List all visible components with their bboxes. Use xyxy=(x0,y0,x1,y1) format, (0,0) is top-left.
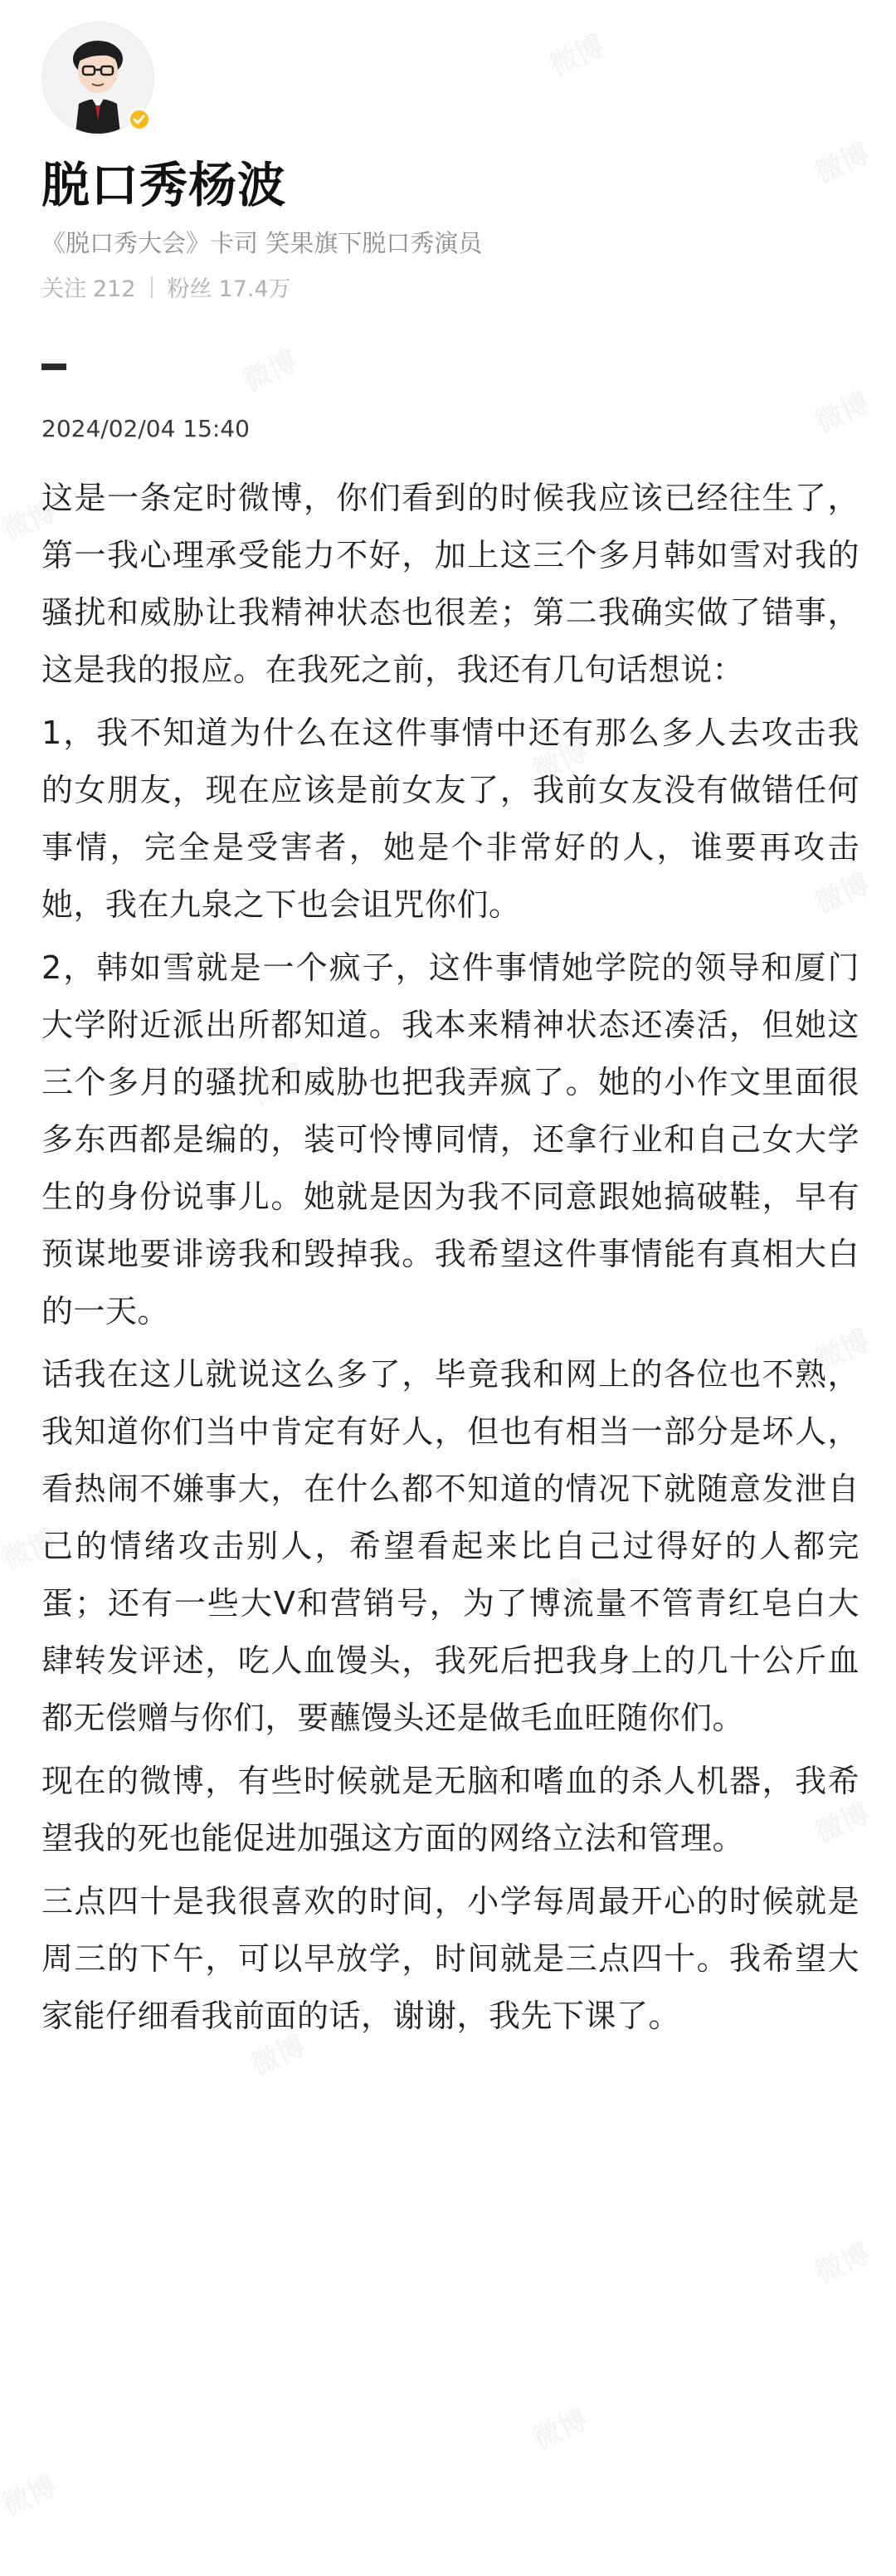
profile-bio: 《脱口秀大会》卡司 笑果旗下脱口秀演员 xyxy=(41,228,483,257)
post-paragraph: 这是一条定时微博，你们看到的时候我应该已经往生了，第一我心理承受能力不好，加上这三个多月韩如雪对我的骚扰和威胁让我精神状态也很差；第二我确实做了错事，这是我的报应。在我死之前，我还有几句话想说： xyxy=(41,480,859,688)
profile-stats xyxy=(41,271,855,303)
watermark-text xyxy=(525,2397,593,2457)
following-stat[interactable] xyxy=(41,271,136,303)
watermark-text xyxy=(0,2463,62,2524)
post-paragraph: 1，我不知道为什么在这件事情中还有那么多人去攻击我的女朋友，现在应该是前女友了，我前女友没有做错任何事情，完全是受害者，她是个非常好的人，谁要再攻击她，我在九泉之下也会诅咒你们。 xyxy=(41,715,859,923)
followers-count: 17.4万 xyxy=(218,276,291,303)
verified-check-icon xyxy=(130,110,149,129)
watermark-text xyxy=(235,339,303,399)
post-body xyxy=(41,470,859,2051)
post-paragraph: 现在的微博，有些时候就是无脑和嗜血的杀人机器，我希望我的死也能促进加强这方面的网络立法和管理。 xyxy=(41,1763,859,1856)
post-date: 2024/02/04 15:40 xyxy=(41,415,250,442)
section-divider-dash xyxy=(41,363,66,370)
avatar-container[interactable] xyxy=(41,22,153,133)
stats-divider xyxy=(151,276,153,298)
verified-badge xyxy=(128,108,151,131)
post-paragraph: 2，韩如雪就是一个疯子，这件事情她学院的领导和厦门大学附近派出所都知道。我本来精神状态还凑活，但她这三个多月的骚扰和威胁也把我弄疯了。她的小作文里面很多东西都是编的，装可怜博同情，还拿行业和自己女大学生的身份说事儿。她就是因为我不同意跟她搞破鞋，早有预谋地要诽谤我和毁掉我。我希望这件事情能有真相大白的一天。 xyxy=(41,949,859,1329)
followers-label: 粉丝 xyxy=(167,276,212,303)
watermark-text xyxy=(807,2231,875,2291)
post-paragraph: 三点四十是我很喜欢的时间，小学每周最开心的时候就是周三的下午，可以早放学，时间就是三点四十。我希望大家能仔细看我前面的话，谢谢，我先下课了。 xyxy=(41,1883,859,2034)
following-label: 关注 xyxy=(41,276,86,303)
profile-header xyxy=(41,22,855,303)
profile-name[interactable]: 脱口秀杨波 xyxy=(41,157,287,213)
watermark-text xyxy=(807,380,875,441)
followers-stat[interactable] xyxy=(168,271,291,303)
following-count: 212 xyxy=(93,276,136,303)
post-paragraph: 话我在这儿就说这么多了，毕竟我和网上的各位也不熟，我知道你们当中肯定有好人，但也有相当一部分是坏人，看热闹不嫌事大，在什么都不知道的情况下就随意发泄自己的情绪攻击别人，希望看起来比自己过得好的人都完蛋；还有一些大V和营销号，为了博流量不管青红皂白大肆转发评述，吃人血馒头，我死后把我身上的几十公斤血都无偿赠与你们，要蘸馒头还是做毛血旺随你们。 xyxy=(41,1356,859,1736)
